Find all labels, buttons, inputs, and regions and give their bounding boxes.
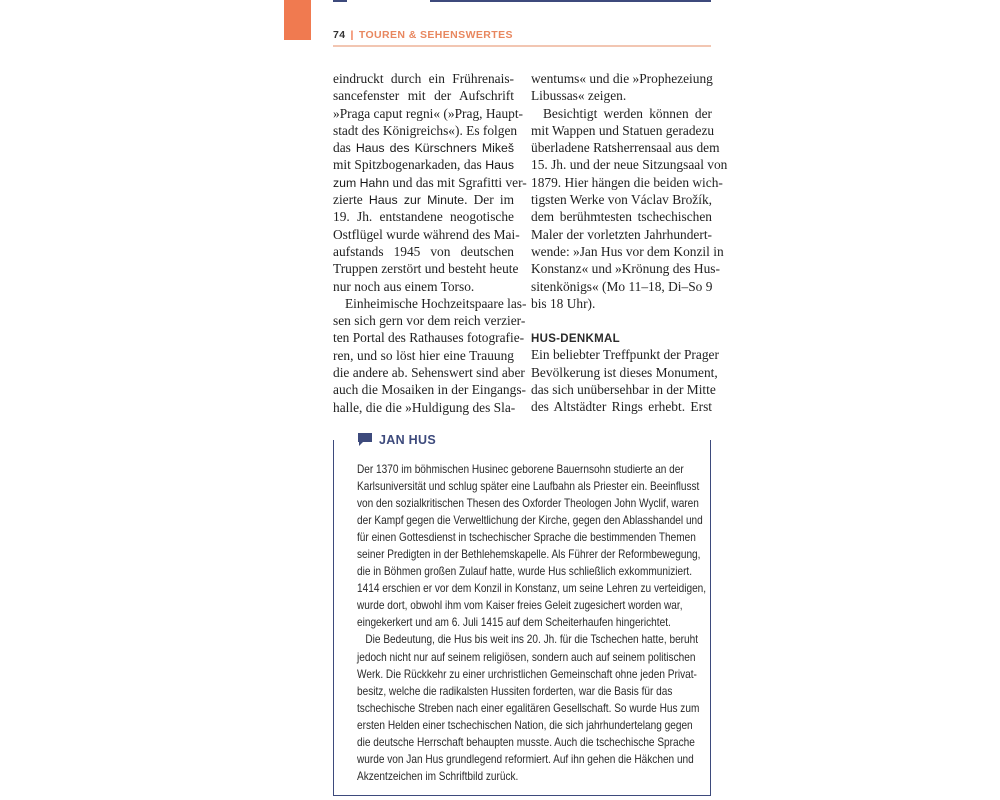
info-box-line: Werk. Die Rückkehr zu einer urchristlichen Gemeinschaft ohne jeden Privat- [357, 666, 697, 681]
text-line [531, 122, 715, 139]
text-line [531, 87, 712, 104]
text-segment: mit Wappen und Statuen geradezu [531, 122, 715, 138]
info-box-line: wurde von Jan Hus grundlegend reformiert. Auf ihn gehen die Häkchen und [357, 751, 694, 766]
text-line [333, 329, 525, 346]
info-box-line: Die Bedeutung, die Hus bis weit ins 20. Jh. für die Tschechen hatte, beruht [365, 632, 699, 647]
info-box-line: die deutsche Herrschaft behaupten musste. Auch die tschechische Sprache [357, 734, 695, 749]
info-box-line: der Kampf gegen die Verweltlichung der Kirche, gegen den Ablasshandel und [357, 513, 703, 528]
section-heading [531, 329, 712, 346]
text-segment: sancefenster mit der Aufschrift [333, 88, 514, 104]
text-segment: Bevölkerung ist dieses Monument, [531, 364, 718, 380]
text-segment: und das mit Sgrafitti ver- [389, 174, 527, 190]
info-box-line: für einen Gottesdienst in tschechischer Sprache die bestimmenden Themen [357, 530, 696, 545]
text-line [333, 381, 526, 398]
text-line [531, 243, 724, 260]
text-line [333, 208, 514, 225]
text-line [531, 364, 718, 381]
text-line [531, 381, 716, 398]
info-box-line: besitz, welche die radikalsten Hussiten forderten, war die Basis für das [357, 683, 673, 698]
text-segment: 1879. Hier hängen die beiden wich- [531, 174, 723, 190]
text-segment: die andere ab. Sehenswert sind aber [333, 365, 525, 381]
text-segment: ren, und so löst hier eine Trauung [333, 347, 514, 363]
info-box-line: ersten Helden einer tschechischen Nation, die sich jahrhundertelang gegen [357, 717, 693, 732]
text-line [333, 139, 514, 156]
text-line [333, 399, 514, 416]
text-segment: stadt des Königreichs«). Es folgen [333, 122, 518, 138]
right-text-column [531, 70, 728, 416]
text-segment: Einheimische Hochzeitspaare las- [345, 295, 527, 311]
info-box-line: eingekerkert und am 6. Juli 1415 auf dem Scheiterhaufen hingerichtet. [357, 615, 671, 630]
text-segment: wentums« und die »Prophezeiung [531, 71, 713, 86]
info-box-line: wurde dort, obwohl ihm vom Kaiser freies Geleit zugesichert worden war, [357, 598, 683, 613]
info-box-top-border [333, 0, 347, 2]
info-box-line: Der 1370 im böhmischen Husinec geborene Bauernsohn studierte an der [357, 462, 684, 476]
text-segment: auch die Mosaiken in der Eingangs- [333, 382, 526, 398]
text-line [333, 347, 514, 364]
text-segment: wende: »Jan Hus vor dem Konzil in [531, 243, 724, 259]
text-line [333, 226, 520, 243]
text-line [333, 70, 514, 87]
text-segment: eindruckt durch ein Frührenais- [333, 71, 514, 86]
header-separator: | [350, 29, 354, 41]
info-box-top-border [430, 0, 711, 2]
info-box-line: jedoch nicht nur auf seinem religiösen, sondern auch auf seinem politischen [357, 649, 696, 664]
text-segment: mit Spitzbogenarkaden, das [333, 157, 486, 173]
left-text-column [333, 70, 527, 416]
text-line [333, 156, 514, 173]
text-segment: ten Portal des Rathauses fotografie- [333, 330, 525, 346]
text-line [531, 174, 723, 191]
text-segment: halle, die die »Huldigung des Sla- [333, 399, 516, 415]
sight-name: Haus zur Minute [368, 193, 465, 208]
text-segment: Konstanz« und »Krönung des Hus- [531, 261, 720, 277]
text-line [531, 70, 712, 87]
text-line [333, 295, 527, 312]
text-line [531, 398, 712, 415]
header-rule [333, 45, 711, 47]
text-line [333, 364, 525, 381]
text-line [531, 139, 720, 156]
chapter-tab [284, 0, 311, 40]
text-line [531, 105, 712, 122]
text-segment: Maler der vorletzten Jahrhundert- [531, 226, 712, 242]
text-line [531, 260, 720, 277]
text-segment: Libussas« zeigen. [531, 88, 627, 104]
info-box-title: JAN HUS [379, 432, 436, 447]
info-box-line: tschechische Streben nach einer egalitären Gesellschaft. So wurde Hus zum [357, 700, 700, 715]
info-box-line: von den sozialkritischen Thesen des Oxforder Theologen John Wyclif, waren [357, 496, 699, 511]
text-line [531, 295, 712, 312]
text-line [531, 156, 728, 173]
section-title: TOUREN & SEHENSWERTES [358, 29, 513, 41]
text-segment: Ostflügel wurde während des Mai- [333, 226, 520, 242]
running-header [333, 29, 513, 41]
text-segment: . Der im [464, 192, 514, 208]
text-line [531, 191, 712, 208]
text-segment: Truppen zerstört und besteht heute [333, 261, 519, 277]
text-line [333, 278, 514, 295]
text-segment: nur noch aus einem Torso. [333, 278, 475, 294]
text-segment: das [333, 140, 356, 156]
text-line [531, 346, 719, 363]
info-box-line: die in Böhmen großen Zulauf hatte, wurde Hus schließlich exkommuniziert. [357, 564, 693, 579]
text-segment: HUS-DENKMAL [531, 333, 620, 346]
text-line [333, 122, 518, 139]
info-box-line: Karlsuniversität und schlug später eine Laufbahn als Priester ein. Beeinflusst [357, 479, 700, 494]
text-line [333, 260, 519, 277]
text-line [333, 243, 514, 260]
text-line [333, 105, 524, 122]
info-box-text [357, 461, 710, 785]
text-segment: zierte [333, 192, 369, 208]
text-segment: dem berühmtesten tschechischen [531, 209, 712, 225]
text-segment: Besichtigt werden können der [543, 105, 712, 121]
text-segment: das sich unübersehbar in der Mitte [531, 382, 716, 398]
text-segment: sen sich gern vor dem reich verzier- [333, 313, 526, 329]
text-segment: sitenkönigs« (Mo 11–18, Di–So 9 [531, 278, 713, 294]
text-line [531, 208, 712, 225]
text-line [531, 278, 712, 295]
text-segment: überladene Ratsherrensaal aus dem [531, 140, 720, 156]
text-segment: bis 18 Uhr). [531, 295, 596, 311]
text-segment: aufstands 1945 von deutschen [333, 243, 514, 259]
text-segment: Ein beliebter Treffpunkt der Prager [531, 347, 719, 363]
text-line [531, 226, 712, 243]
info-box-line: seiner Predigten in der Bethlehemskapelle. Als Führer der Reformbewegung, [357, 547, 701, 562]
info-box-line: 1414 erschien er vor dem Konzil in Konstanz, um seine Lehren zu verteidigen, [357, 581, 707, 596]
text-segment: des Altstädter Rings erhebt. Erst [531, 399, 712, 415]
sight-name: Haus [485, 158, 514, 173]
info-box-line: Akzentzeichen im Schriftbild zurück. [357, 768, 519, 783]
speech-bubble-icon [357, 432, 373, 447]
text-segment: 19. Jh. entstandene neogotische [333, 209, 514, 225]
text-segment: »Praga caput regni« (»Prag, Haupt- [333, 105, 524, 121]
text-line [333, 191, 514, 208]
text-segment: tigsten Werke von Václav Brožík, [531, 192, 713, 208]
text-line [333, 312, 526, 329]
sight-name: Haus des Kürschners Mikeš [355, 141, 514, 156]
page-number: 74 [333, 29, 346, 41]
text-segment: 15. Jh. und der neue Sitzungsaal von [531, 157, 728, 173]
text-line [333, 174, 527, 191]
sight-name: zum Hahn [333, 175, 390, 190]
text-line [333, 87, 514, 104]
info-box-header [357, 432, 444, 447]
